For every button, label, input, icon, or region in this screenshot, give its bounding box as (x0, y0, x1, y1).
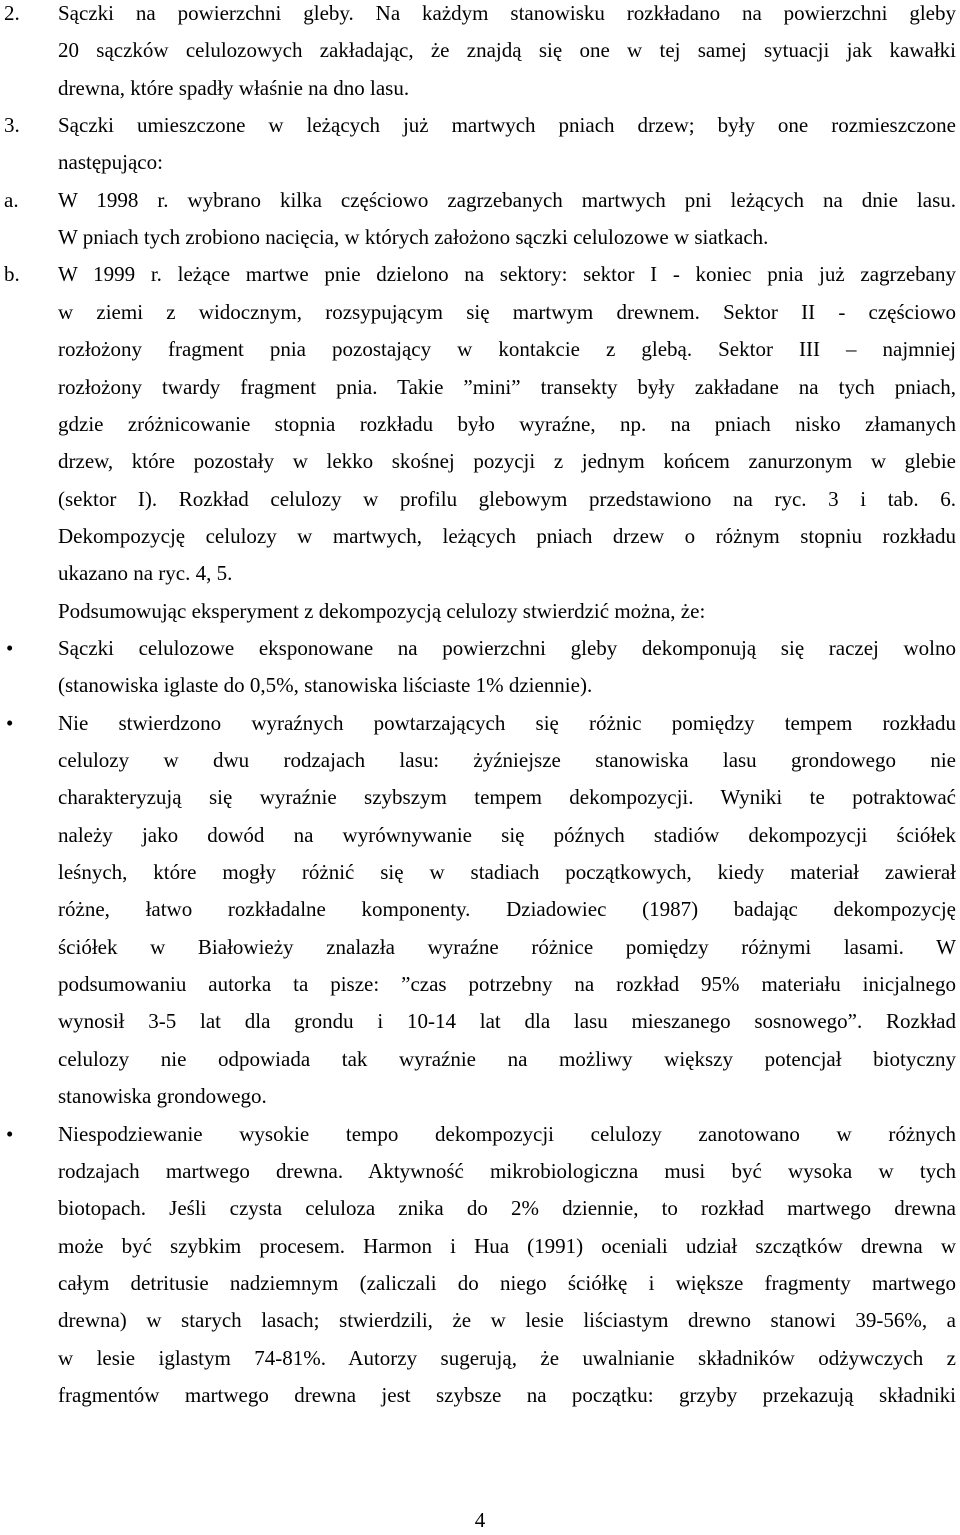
text-line (0, 182, 960, 218)
text-line (0, 555, 960, 591)
line-text: celulozy nie odpowiada tak wyraźnie na możliwy większy potencjał biotyczny (58, 1046, 956, 1071)
text-line (0, 481, 960, 517)
page-number: 4 (474, 1508, 486, 1532)
line-text: gdzie zróżnicowanie stopnia rozkładu było wyraźne, np. na pniach nisko złamanych (58, 411, 956, 436)
text-line (0, 1228, 960, 1264)
text-line (0, 705, 960, 741)
line-text: w ziemi z widocznym, rozsypującym się martwym drewnem. Sektor II - częściowo (58, 299, 956, 324)
text-line (0, 107, 960, 143)
text-line (0, 1265, 960, 1301)
text-line (0, 256, 960, 292)
line-text: Sączki celulozowe eksponowane na powierzchni gleby dekomponują się raczej wolno (58, 635, 956, 660)
line-text: drewna, które spadły właśnie na dno lasu. (58, 75, 410, 100)
text-line (0, 1153, 960, 1189)
bullet-marker: • (6, 635, 14, 660)
bullet-marker: • (6, 710, 14, 735)
line-text: może być szybkim procesem. Harmon i Hua (1991) oceniali udział szczątków drewna w (58, 1233, 956, 1258)
list-marker: 2. (4, 1, 20, 25)
text-line (0, 1377, 960, 1413)
text-line (0, 219, 960, 255)
text-line (0, 443, 960, 479)
line-text: należy jako dowód na wyrównywanie się późnych stadiów dekompozycji ściółek (58, 822, 956, 847)
text-line (0, 630, 960, 666)
line-text: rodzajach martwego drewna. Aktywność mikrobiologiczna musi być wysoka w tych (58, 1158, 956, 1183)
line-text: W 1999 r. leżące martwe pnie dzielono na sektory: sektor I - koniec pnia już zagrzebany (58, 262, 956, 287)
line-text: Nie stwierdzono wyraźnych powtarzających się różnic pomiędzy tempem rozkładu (58, 710, 956, 735)
text-line (0, 742, 960, 778)
line-text: (sektor I). Rozkład celulozy w profilu glebowym przedstawiono na ryc. 3 i tab. 6. (58, 486, 956, 511)
line-text: podsumowaniu autorka ta pisze: ”czas potrzebny na rozkład 95% materiału inicjalnego (58, 972, 956, 997)
text-line (0, 1116, 960, 1152)
line-text: Niespodziewanie wysokie tempo dekompozycji celulozy zanotowano w różnych (58, 1121, 956, 1146)
text-line (0, 1190, 960, 1226)
bullet-marker: • (6, 1121, 14, 1146)
line-text: fragmentów martwego drewna jest szybsze na początku: grzyby przekazują składniki (58, 1382, 956, 1407)
text-line (0, 1003, 960, 1039)
text-line (0, 0, 960, 31)
line-text: w lesie iglastym 74-81%. Autorzy sugerują, że uwalnianie składników odżywczych z (58, 1345, 956, 1370)
line-text: różne, łatwo rozkładalne komponenty. Dziadowiec (1987) badając dekompozycję (58, 897, 956, 922)
line-text: biotopach. Jeśli czysta celuloza znika do 2% dziennie, to rozkład martwego drewna (58, 1196, 956, 1221)
line-text: 20 sączków celulozowych zakładając, że znajdą się one w tej samej sytuacji jak kawałki (58, 38, 956, 63)
line-text: Sączki umieszczone w leżących już martwych pniach drzew; były one rozmieszczone (58, 113, 956, 138)
text-line (0, 667, 960, 703)
text-line (0, 70, 960, 106)
line-text: rozłożony twardy fragment pnia. Takie ”mini” transekty były zakładane na tych pniach, (58, 374, 956, 399)
list-marker: b. (4, 262, 20, 287)
line-text: leśnych, które mogły różnić się w stadiach początkowych, kiedy materiał zawierał (58, 860, 956, 885)
text-line (0, 854, 960, 890)
text-line (0, 966, 960, 1002)
line-text: wynosił 3-5 lat dla grondu i 10-14 lat dla lasu mieszanego sosnowego”. Rozkład (58, 1009, 956, 1034)
list-marker: 3. (4, 113, 20, 138)
line-text: stanowiska grondowego. (58, 1084, 267, 1109)
text-line (0, 294, 960, 330)
line-text: (stanowiska iglaste do 0,5%, stanowiska liściaste 1% dziennie). (58, 673, 593, 698)
line-text: W pniach tych zrobiono nacięcia, w których założono sączki celulozowe w siatkach. (58, 225, 769, 250)
line-text: charakteryzują się wyraźnie szybszym tempem dekompozycji. Wyniki te potraktować (58, 785, 956, 810)
line-text: Podsumowując eksperyment z dekompozycją celulozy stwierdzić można, że: (58, 598, 706, 623)
text-line (0, 144, 960, 180)
line-text: Sączki na powierzchni gleby. Na każdym stanowisku rozkładano na powierzchni gleby (58, 1, 956, 25)
text-line (0, 406, 960, 442)
text-line (0, 518, 960, 554)
text-line (0, 929, 960, 965)
text-line (0, 779, 960, 815)
line-text: rozłożony fragment pnia pozostający w kontakcie z glebą. Sektor III – najmniej (58, 337, 956, 362)
line-text: ukazano na ryc. 4, 5. (58, 561, 233, 586)
line-text: drewna) w starych lasach; stwierdzili, że w lesie liściastym drewno stanowi 39-56%, a (58, 1308, 956, 1333)
text-line (0, 891, 960, 927)
line-text: całym detritusie nadziemnym (zaliczali do niego ściółkę i większe fragmenty martwego (58, 1270, 956, 1295)
text-line (0, 1340, 960, 1376)
text-line (0, 593, 960, 629)
line-text: W 1998 r. wybrano kilka częściowo zagrzebanych martwych pni leżących na dnie lasu. (58, 187, 956, 212)
line-text: Dekompozycję celulozy w martwych, leżących pniach drzew o różnym stopniu rozkładu (58, 523, 956, 548)
text-line (0, 1041, 960, 1077)
line-text: ściółek w Białowieży znalazła wyraźne różnice pomiędzy różnymi lasami. W (58, 934, 956, 959)
text-line (0, 1302, 960, 1338)
line-text: drzew, które pozostały w lekko skośnej pozycji z jednym końcem zanurzonym w glebie (58, 449, 956, 474)
list-marker: a. (4, 187, 19, 212)
text-line (0, 1078, 960, 1114)
text-line (0, 331, 960, 367)
line-text: następująco: (58, 150, 163, 175)
text-line (0, 32, 960, 68)
line-text: celulozy w dwu rodzajach lasu: żyźniejsze stanowiska lasu grondowego nie (58, 748, 956, 772)
text-line (0, 817, 960, 853)
text-line (0, 369, 960, 405)
